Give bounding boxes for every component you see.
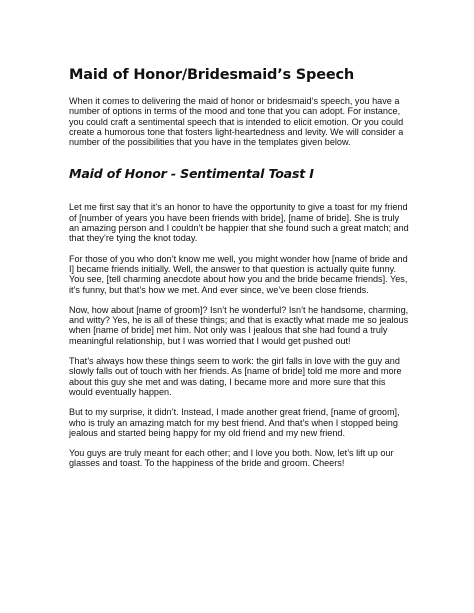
speech-paragraph: Let me first say that it’s an honor to have the opportunity to give a toast for my friend of [number of years you have been friends with bride], [name of bride]. She is truly an amazing person and I couldn’t be happier that she found such a great match; and that they’re tying the knot today. [69, 202, 409, 244]
document-title: Maid of Honor/Bridesmaid’s Speech [69, 67, 355, 83]
section-heading: Maid of Honor - Sentimental Toast I [69, 166, 314, 182]
speech-paragraph: For those of you who don’t know me well, you might wonder how [name of bride and I] became friends initially. Well, the answer to that question is actually quite funny. You see, [tell charming anecdote about how you and the bride became friends]. Yes, it’s funny, but that’s how we met. And ever since, we’ve been close friends. [69, 253, 408, 295]
speech-paragraph: That’s always how these things seem to work: the girl falls in love with the guy and slowly falls out of touch with her friends. As [name of bride] told me more and more about this guy she met and was dating, I became more and more sure that this would eventually happen. [69, 356, 402, 397]
speech-paragraph: Now, how about [name of groom]? Isn’t he wonderful? Isn’t he handsome, charming, and witty? Yes, he is all of these things; and that is exactly what made me so jealous when [name of bride] met him. Not only was I jealous that she had found a truly meaningful relationship, but I was worried that I would get pushed out! [69, 304, 409, 346]
intro-paragraph: When it comes to delivering the maid of honor or bridesmaid’s speech, you have a number of options in terms of the mood and tone that you can adopt. For instance, you could craft a sentimental speech that is intended to elicit emotion. Or you could create a humorous tone that fosters light-heartedness and levity. We will consider a number of the possibilities that you have in the templates given below. [69, 96, 404, 148]
speech-paragraph: You guys are truly meant for each other; and I love you both. Now, let’s lift up our glasses and toast. To the happiness of the bride and groom. Cheers! [69, 448, 394, 469]
document-body [69, 66, 409, 469]
speech-paragraph: But to my surprise, it didn’t. Instead, I made another great friend, [name of groom], who is truly an amazing match for my best friend. And that’s when I stopped being jealous and started being happy for my old friend and my new friend. [69, 407, 400, 438]
